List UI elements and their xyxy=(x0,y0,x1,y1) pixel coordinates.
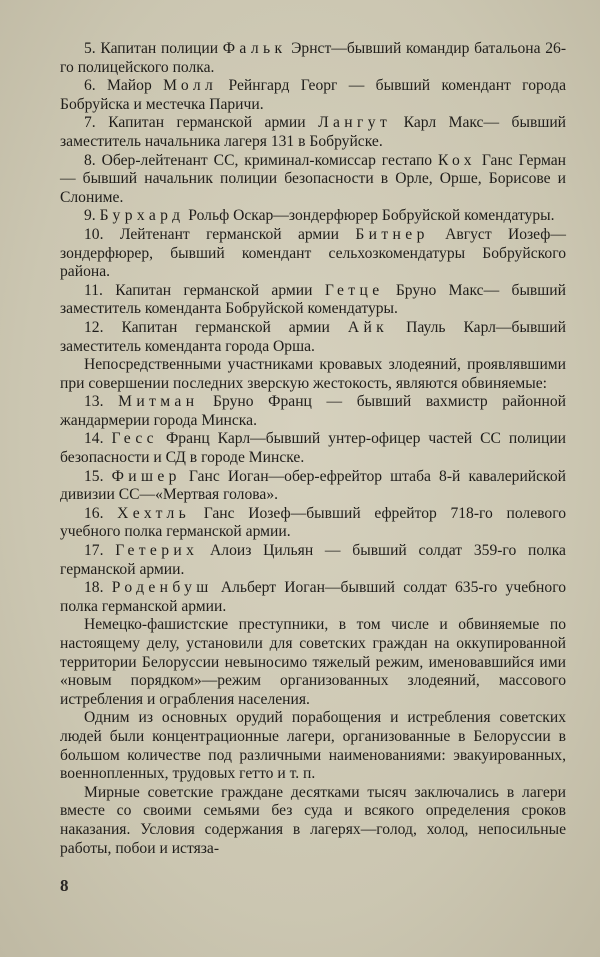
list-item: 17. Гетерих Алоиз Цильян — бывший солдат 359-го полка германской армии. xyxy=(60,542,566,578)
list-item: 12. Капитан германской армии Айк Пауль Карл—бывший заместитель коменданта города Орша. xyxy=(60,318,567,355)
list-item: 9. Бурхард Рольф Оскар—зондерфюрер Бобруйской комендатуры. xyxy=(84,207,555,225)
list-item: 8. Обер-лейтенант СС, криминал-комиссар гестапо Кох Ганс Герман — бывший начальник полиции безопасности в Орле, Орше, Борисове и Слониме. xyxy=(60,151,566,206)
list-item: 18. Роденбуш Альберт Иоган—бывший солдат 635-го учебного полка германской армии. xyxy=(60,579,566,615)
list-item: 6. Майор Молл Рейнгард Георг — бывший комендант города Бобруйска и местечка Паричи. xyxy=(60,77,566,113)
list-item: 15. Фишер Ганс Иоган—обер-ефрейтор штаба 8-й кавалерийской дивизии СС—«Мертвая голова». xyxy=(60,467,566,504)
list-item: 13. Митман Бруно Франц — бывший вахмистр районной жандармерии города Минска. xyxy=(60,393,566,429)
list-item: 10. Лейтенант германской армии Битнер Август Иозеф—зондерфюрер, бывший комендант сельхозкомендатуры Бобруйского района. xyxy=(60,225,566,281)
body-paragraph: Одним из основных орудий порабощения и истребления советских людей были концентрационные лагери, организованные в Белоруссии в большом количестве под различными наименованиями: эвакуированных, военнопленных, трудовых гетто и т. п. xyxy=(60,709,566,783)
list-item: 5. Капитан полиции Фальк Эрнст—бывший командир батальона 26-го полицейского полка. xyxy=(60,40,567,76)
list-item: 11. Капитан германской армии Гетце Бруно Макс— бывший заместитель коменданта Бобруйской комендатуры. xyxy=(60,281,566,318)
list-item: 7. Капитан германской армии Лангут Карл Макс— бывший заместитель начальника лагеря 131 в Бобруйске. xyxy=(60,114,567,150)
body-paragraph: Мирные советские граждане десятками тысяч заключались в лагери вместе со своими семьями без суда и всякого определения сроков наказания. Условия содержания в лагерях—голод, холод, непосильные работы, побои и истяза- xyxy=(60,783,566,857)
page-text xyxy=(60,40,566,858)
list-item: 14. Гесс Франц Карл—бывший унтер-офицер частей СС полиции безопасности и СД в городе Минске. xyxy=(60,430,567,467)
body-paragraph: Немецко-фашистские преступники, в том числе и обвиняемые по настоящему делу, установили для советских граждан на оккупированной территории Белоруссии невыносимо тяжелый режим, именовавшийся ими «новым порядком»—режим организованных злодеяний, массового истребления и ограбления населения. xyxy=(60,616,566,708)
intro-paragraph: Непосредственными участниками кровавых злодеяний, проявлявшими при совершении последних зверскую жестокость, являются обвиняемые: xyxy=(60,356,566,392)
page-number: 8 xyxy=(60,876,69,895)
list-item: 16. Хехтль Ганс Иозеф—бывший ефрейтор 718-го полевого учебного полка германской армии. xyxy=(60,504,566,541)
